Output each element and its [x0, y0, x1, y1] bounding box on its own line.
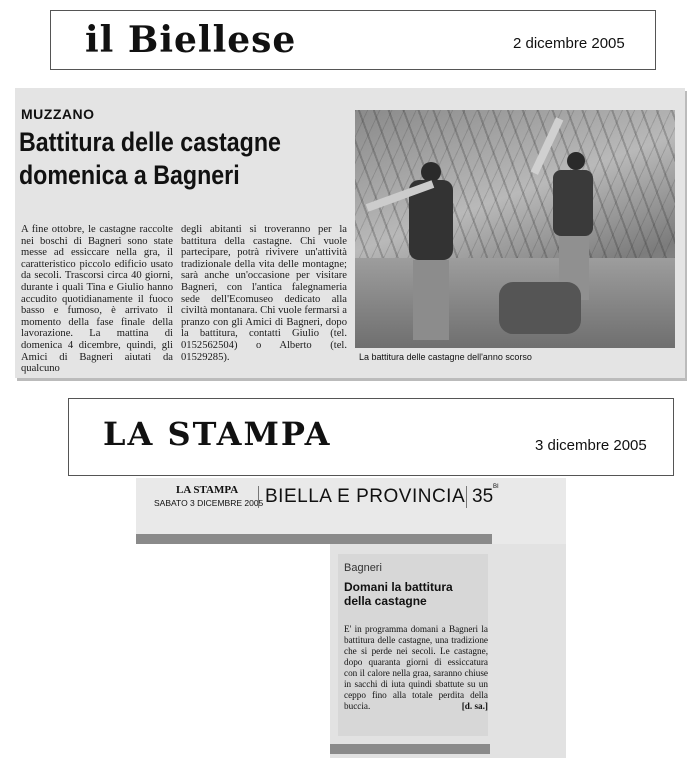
article2-body-text: E' in programma domani a Bagneri la battitura delle castagne, una tradizione che si perde nei secoli. Le castagne, dopo quaranta giorni di essiccatura con il calore nella graa, saranno chiuse in sacchi di iuta quindi sbattute su un ceppo fino alla totale perdita della buccia. — [344, 624, 488, 711]
article2-kicker: Bagneri — [344, 562, 382, 574]
header-divider — [136, 534, 492, 544]
biellese-logo: il Biellese — [85, 19, 297, 61]
article2-box — [338, 554, 488, 736]
article1-column-1-text: A fine ottobre, le castagne raccolte nei boschi di Bagneri sono state messe ad essiccare nella gra, il caratteristico piccolo edificio usato da secoli. Trascorsi circa 40 giorni, durante i quali Tina e Giulio hanno accudito quotidianamente il fuoco basso e fumoso, è arrivato il momento della fase finale della lavorazione. La mattina di domenica 4 dicembre, quindi, gli Amici di Bagneri aiutati da qualcuno — [21, 224, 173, 375]
photo-caption: La battitura delle castagne dell'anno scorso — [359, 352, 532, 362]
biellese-clipping — [15, 88, 685, 378]
article2-body — [344, 624, 488, 712]
stampa-clipping — [330, 544, 566, 758]
stampa-section-title: BIELLA E PROVINCIA — [258, 486, 465, 508]
stampa-header-date: SABATO 3 DICEMBRE 2005 — [154, 498, 264, 508]
article1-column-1 — [21, 224, 173, 375]
stampa-logo: LA STAMPA — [103, 415, 332, 453]
article1-headline-line2: domenica a Bagneri — [19, 160, 240, 190]
stampa-date: 3 dicembre 2005 — [535, 437, 647, 454]
article1-column-2-text: degli abitanti si troveranno per la battitura della castagne. Chi vuole partecipare, potrà rivivere un'attività tradizionale della vita delle montagne; sarà anche un'occasione per visitare Bagneri, con l'antica falegnameria sede dell'Ecomuseo dedicato alla civiltà montanara. Chi vuole fermarsi a pranzo con gli Amici di Bagneri, dopo la battitura, contatti Giulio (tel. 0152562504) o Alberto (tel. 01529285). — [181, 224, 347, 363]
article2-headline-line2: della castagne — [344, 594, 427, 608]
stampa-header-logo: LA STAMPA — [176, 484, 239, 496]
article1-kicker: MUZZANO — [21, 106, 95, 122]
stampa-edition-code: BI — [493, 484, 499, 490]
article1-headline — [19, 126, 303, 192]
stampa-page-number: 35 — [466, 486, 493, 508]
stampa-page-header — [136, 478, 566, 544]
article1-headline-line1: Battitura delle castagne — [19, 127, 281, 157]
article2-headline-line1: Domani la battitura — [344, 580, 453, 594]
biellese-date: 2 dicembre 2005 — [513, 35, 625, 52]
stampa-masthead — [68, 398, 674, 476]
article2-headline — [344, 580, 489, 608]
article1-column-2 — [181, 224, 347, 363]
article2-signature: [d. sa.] — [461, 701, 488, 711]
biellese-masthead — [50, 10, 656, 70]
chestnut-beating-photo — [355, 110, 675, 348]
footer-divider — [330, 744, 490, 754]
